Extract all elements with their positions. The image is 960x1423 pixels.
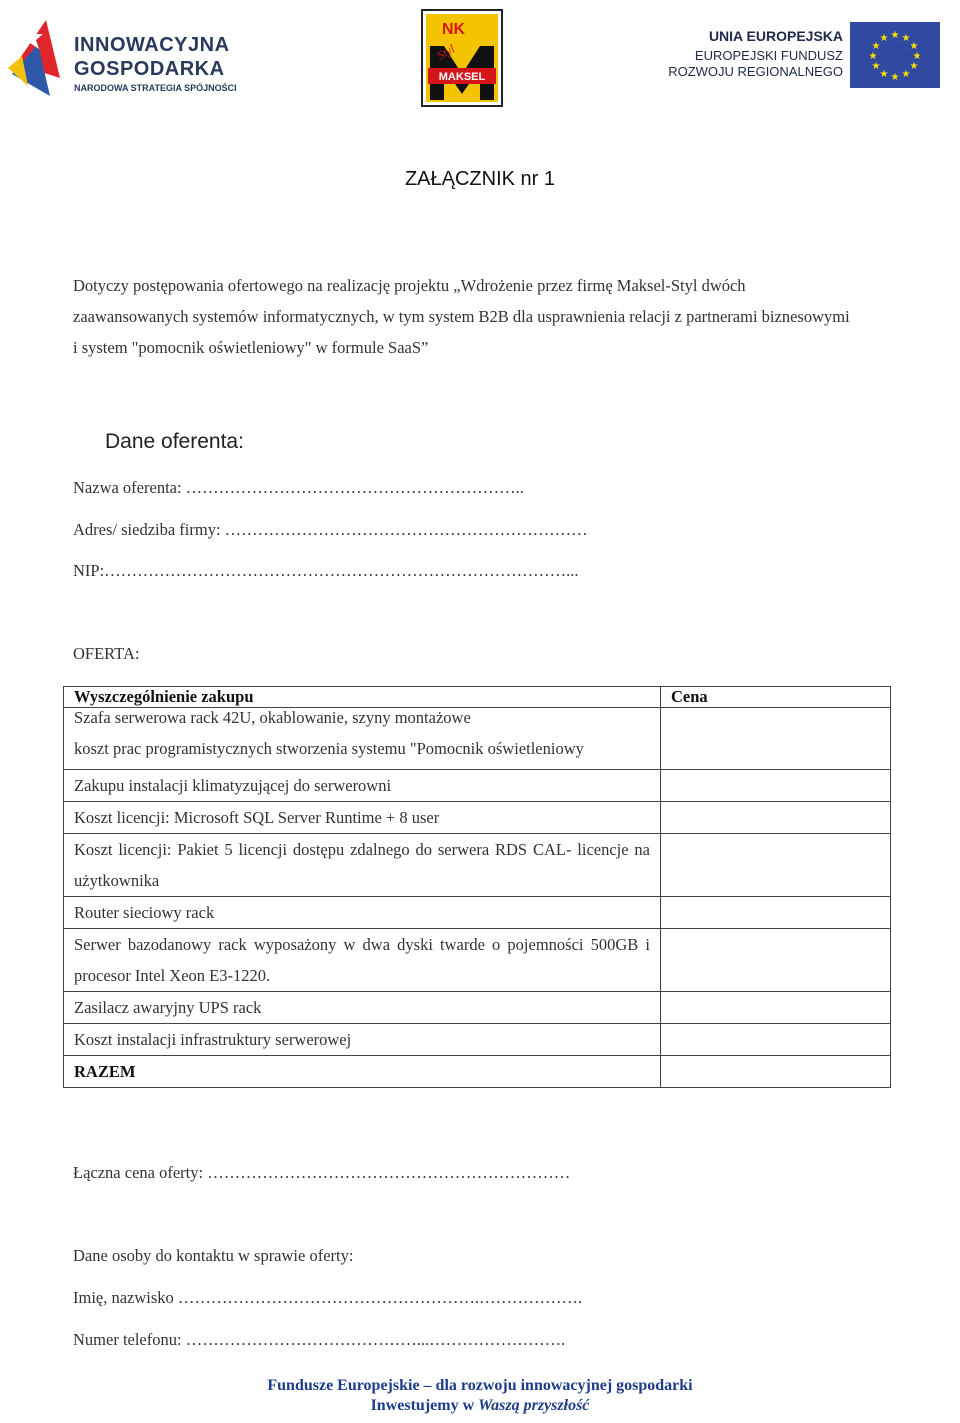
price-cell[interactable] — [661, 929, 891, 992]
bidder-heading: Dane oferenta: — [105, 430, 244, 453]
svg-text:★: ★ — [909, 61, 919, 72]
svg-text:★: ★ — [890, 72, 900, 83]
ig-logo-line3: NARODOWA STRATEGIA SPÓJNOŚCI — [74, 83, 237, 93]
bidder-name-field: Nazwa oferenta: …………………………………………………….. — [73, 478, 524, 497]
item-text: Szafa serwerowa rack 42U, okablowanie, szyny montażowe — [74, 708, 471, 727]
item-cell — [64, 897, 661, 929]
total-label-cell — [64, 1056, 661, 1088]
intro-paragraph: Dotyczy postępowania ofertowego na realizację projektu „Wdrożenie przez firmę Maksel-Styl dwóch zaawansowanych systemów informatycznych, w tym system B2B dla usprawnienia relacji z partnerami biznesowymi i system "pomocnik oświetleniowy" w formule SaaS” — [73, 276, 850, 357]
svg-text:★: ★ — [901, 33, 911, 44]
svg-text:★: ★ — [868, 51, 878, 62]
contact-phone-field: Numer telefonu: ……………………………………...……………………. — [73, 1330, 566, 1349]
table-total-row — [64, 1056, 891, 1088]
item-text: Koszt licencji: Microsoft SQL Server Runtime + 8 user — [74, 808, 440, 827]
eu-flag-icon — [850, 22, 940, 88]
eu-logo — [668, 20, 945, 92]
table-row — [64, 897, 891, 929]
item-text: koszt prac programistycznych stworzenia systemu "Pomocnik oświetleniowy — [74, 739, 584, 758]
document-title: ZAŁĄCZNIK nr 1 — [404, 168, 556, 190]
svg-text:★: ★ — [909, 41, 919, 52]
total-price-cell[interactable] — [661, 1056, 891, 1088]
item-text: Router sieciowy rack — [74, 903, 215, 922]
offer-table — [63, 686, 891, 1088]
offer-label: OFERTA: — [73, 644, 140, 663]
table-row — [64, 929, 891, 992]
table-row — [64, 708, 891, 770]
table-row — [64, 770, 891, 802]
maksel-monogram: NK — [442, 21, 466, 38]
bidder-address-field: Adres/ siedziba firmy: ………………………………………………………… — [73, 520, 588, 539]
price-cell[interactable] — [661, 897, 891, 929]
total-price-field: Łączna cena oferty: ………………………………………………………… — [73, 1163, 571, 1182]
maksel-logo — [420, 8, 504, 108]
item-cell — [64, 708, 661, 770]
svg-text:★: ★ — [871, 61, 881, 72]
footer-line2 — [0, 1397, 960, 1415]
ig-logo-line1: INNOWACYJNA — [74, 34, 230, 56]
item-cell — [64, 770, 661, 802]
footer-line2-b: Waszą przyszłość — [478, 1397, 590, 1414]
svg-text:★: ★ — [871, 41, 881, 52]
table-row — [64, 1024, 891, 1056]
svg-text:★: ★ — [912, 51, 922, 62]
ig-emblem-icon — [8, 14, 68, 100]
total-label: RAZEM — [74, 1062, 136, 1081]
price-cell[interactable] — [661, 802, 891, 834]
table-row — [64, 802, 891, 834]
table-row — [64, 992, 891, 1024]
price-cell[interactable] — [661, 708, 891, 770]
svg-text:★: ★ — [879, 33, 889, 44]
svg-text:★: ★ — [879, 69, 889, 80]
price-cell[interactable] — [661, 1024, 891, 1056]
svg-text:★: ★ — [890, 30, 900, 41]
maksel-brand-text: MAKSEL — [438, 71, 486, 83]
item-cell — [64, 1024, 661, 1056]
header-item: Wyszczególnienie zakupu — [64, 687, 661, 708]
svg-text:★: ★ — [901, 69, 911, 80]
item-text: Serwer bazodanowy rack wyposażony w dwa dyski twarde o pojemności 500GB i procesor Intel Xeon E3-1220. — [74, 935, 650, 985]
item-cell — [64, 992, 661, 1024]
footer-line1: Fundusze Europejskie – dla rozwoju innowacyjnej gospodarki — [267, 1377, 693, 1394]
table-header-row — [64, 687, 891, 708]
item-cell — [64, 834, 661, 897]
eu-logo-line3: ROZWOJU REGIONALNEGO — [668, 64, 843, 79]
header-price: Cena — [661, 687, 891, 708]
item-text: Koszt licencji: Pakiet 5 licencji dostępu zdalnego do serwera RDS CAL- licencje na użytkownika — [74, 840, 650, 890]
contact-name-field: Imię, nazwisko ……………………………………………….………………. — [73, 1288, 583, 1307]
contact-label: Dane osoby do kontaktu w sprawie oferty: — [73, 1246, 354, 1265]
innowacyjna-gospodarka-logo — [8, 14, 258, 100]
bidder-nip-field: NIP:…………………………………………………………………………... — [73, 561, 579, 580]
table-row — [64, 834, 891, 897]
price-cell[interactable] — [661, 992, 891, 1024]
item-text: Zakupu instalacji klimatyzującej do serwerowni — [74, 776, 392, 795]
footer-line2-a: Inwestujemy w — [370, 1397, 479, 1414]
item-cell — [64, 929, 661, 992]
item-text: Koszt instalacji infrastruktury serwerowej — [74, 1030, 352, 1049]
maksel-script: Styl — [434, 41, 458, 63]
item-text: Zasilacz awaryjny UPS rack — [74, 998, 262, 1017]
price-cell[interactable] — [661, 770, 891, 802]
eu-logo-line1: UNIA EUROPEJSKA — [708, 28, 843, 44]
ig-logo-line2: GOSPODARKA — [74, 58, 225, 80]
item-cell — [64, 802, 661, 834]
price-cell[interactable] — [661, 834, 891, 897]
eu-logo-line2: EUROPEJSKI FUNDUSZ — [694, 48, 843, 63]
